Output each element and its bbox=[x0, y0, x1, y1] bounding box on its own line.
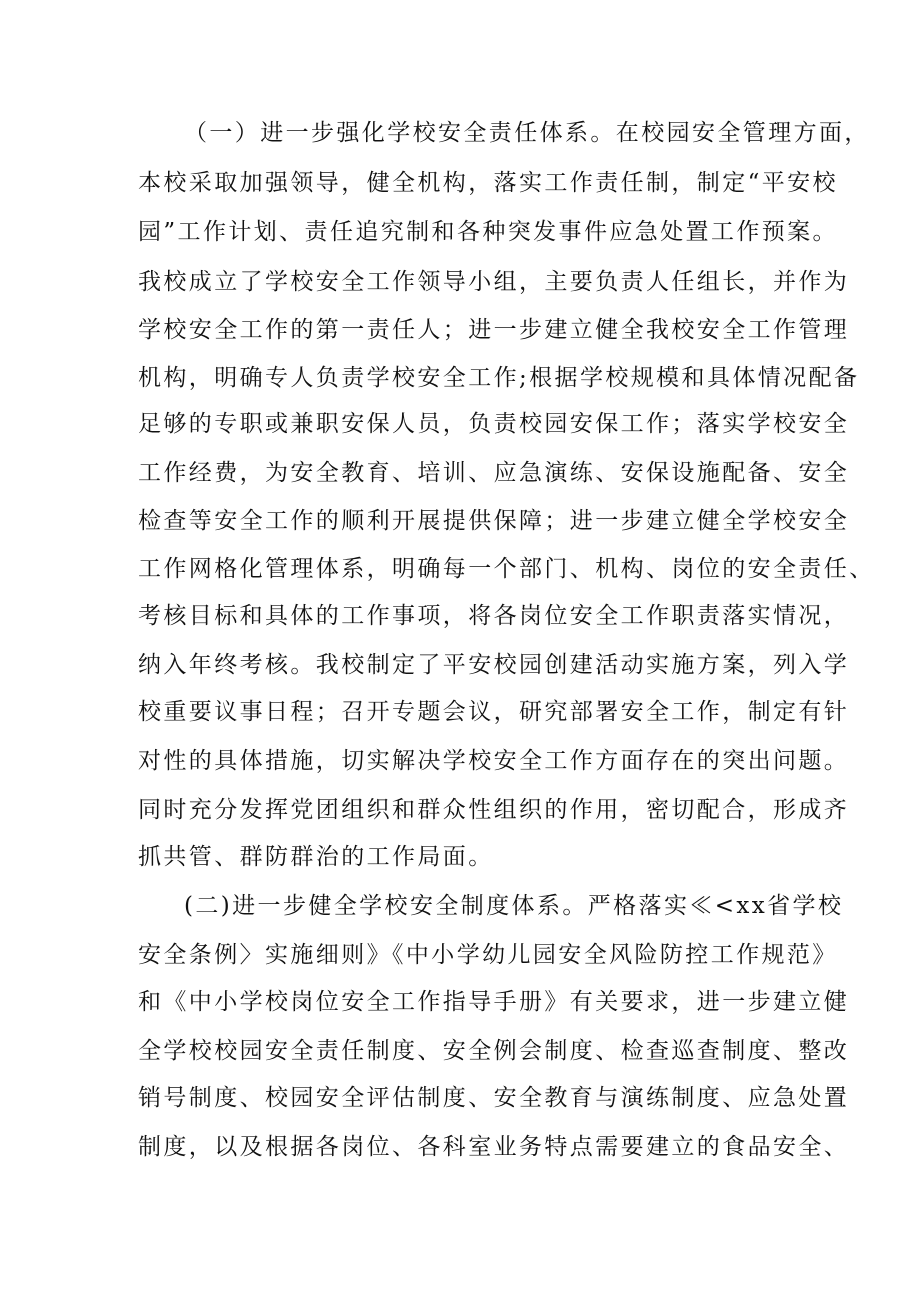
paragraph-1-line-16: 抓共管、群防群治的工作局面。 bbox=[138, 844, 494, 870]
paragraph-1-line-4: 我校成立了学校安全工作领导小组，主要负责人任组长，并作为 bbox=[138, 269, 850, 295]
paragraph-1-line-3: 园”工作计划、责任追究制和各种突发事件应急处置工作预案。 bbox=[138, 219, 838, 245]
paragraph-1-line-14: 对性的具体措施，切实解决学校安全工作方面存在的突出问题。 bbox=[138, 748, 850, 774]
paragraph-2-line-5: 销号制度、校园安全评估制度、安全教育与演练制度、应急处置 bbox=[138, 1085, 850, 1111]
paragraph-2-line-2: 安全条例〉实施细则》《中小学幼儿园安全风险防控工作规范》 bbox=[138, 942, 838, 968]
paragraph-1-line-8: 工作经费，为安全教育、培训、应急演练、安保设施配备、安全 bbox=[138, 460, 850, 486]
paragraph-1-line-15: 同时充分发挥党团组织和群众性组织的作用，密切配合，形成齐 bbox=[138, 797, 850, 823]
paragraph-1-line-1: （一）进一步强化学校安全责任体系。在校园安全管理方面， bbox=[184, 120, 870, 146]
paragraph-1-line-5: 学校安全工作的第一责任人；进一步建立健全我校安全工作管理 bbox=[138, 317, 850, 343]
paragraph-2-line-3: 和《中小学校岗位安全工作指导手册》有关要求，进一步建立健 bbox=[138, 989, 850, 1015]
paragraph-2-line-6: 制度，以及根据各岗位、各科室业务特点需要建立的食品安全、 bbox=[138, 1134, 850, 1160]
paragraph-2-line-1: (二)进一步健全学校安全制度体系。严格落实≪<xx省学校 bbox=[184, 893, 844, 919]
paragraph-1-line-7: 足够的专职或兼职安保人员，负责校园安保工作；落实学校安全 bbox=[138, 411, 850, 437]
paragraph-2-line-4: 全学校校园安全责任制度、安全例会制度、检查巡查制度、整改 bbox=[138, 1038, 850, 1064]
paragraph-1-line-6: 机构，明确专人负责学校安全工作;根据学校规模和具体情况配备 bbox=[138, 365, 860, 391]
paragraph-1-line-12: 纳入年终考核。我校制定了平安校园创建活动实施方案，列入学 bbox=[138, 652, 850, 678]
paragraph-1-line-2: 本校采取加强领导，健全机构，落实工作责任制，制定“平安校 bbox=[138, 170, 838, 196]
paragraph-1-line-9: 检查等安全工作的顺利开展提供保障；进一步建立健全学校安全 bbox=[138, 508, 850, 534]
paragraph-1-line-10: 工作网格化管理体系，明确每一个部门、机构、岗位的安全责任、 bbox=[138, 556, 875, 582]
paragraph-1-line-11: 考核目标和具体的工作事项，将各岗位安全工作职责落实情况， bbox=[138, 603, 850, 629]
paragraph-1-line-13: 校重要议事日程；召开专题会议，研究部署安全工作，制定有针 bbox=[138, 699, 850, 725]
